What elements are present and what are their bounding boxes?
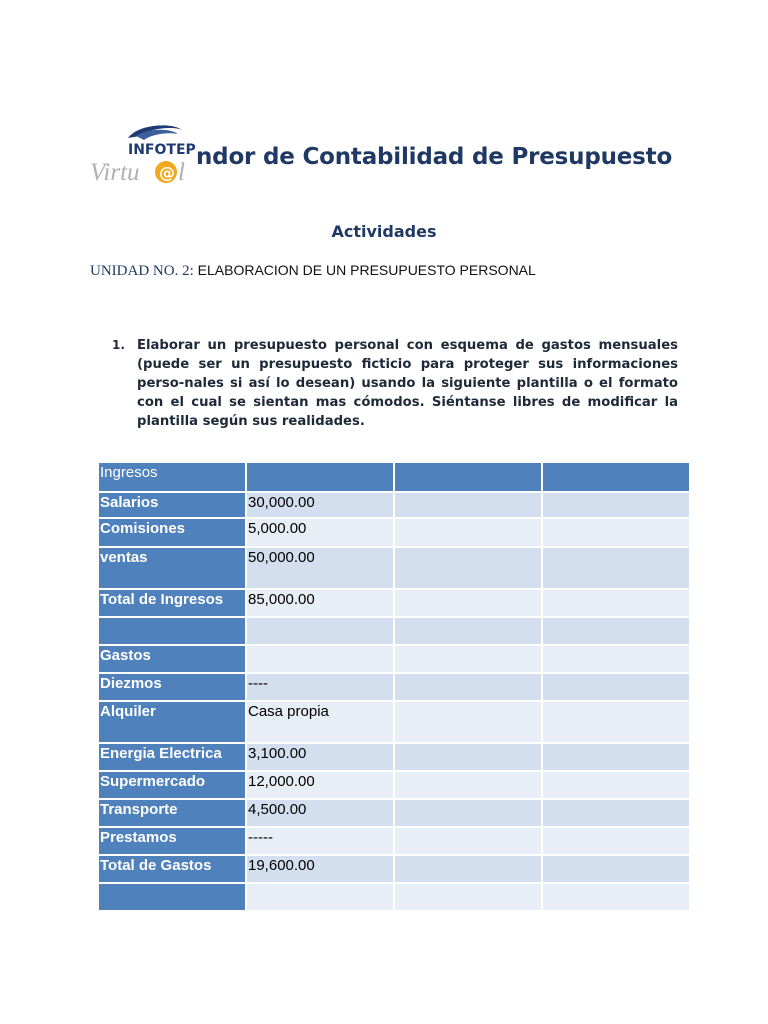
- empty-cell: [395, 493, 541, 517]
- row-value: -----: [247, 828, 393, 854]
- row-value: Casa propia: [247, 702, 393, 742]
- row-value: 4,500.00: [247, 800, 393, 826]
- logo-tail: l: [178, 159, 185, 186]
- table-row: [99, 548, 689, 588]
- empty-cell: [395, 744, 541, 770]
- table-row: [99, 772, 689, 798]
- table-row: [99, 856, 689, 882]
- row-label: Energia Electrica: [99, 744, 245, 770]
- row-value: 12,000.00: [247, 772, 393, 798]
- row-value: 19,600.00: [247, 856, 393, 882]
- row-label: Supermercado: [99, 772, 245, 798]
- empty-cell: [395, 828, 541, 854]
- row-value: 30,000.00: [247, 493, 393, 517]
- empty-cell: [543, 519, 689, 546]
- row-value: [247, 646, 393, 672]
- row-value: ----: [247, 674, 393, 700]
- row-label: Total de Ingresos: [99, 590, 245, 616]
- unit-label: UNIDAD NO. 2:: [90, 263, 194, 279]
- empty-cell: [395, 646, 541, 672]
- empty-cell: [395, 463, 541, 491]
- row-label: Ingresos: [99, 463, 245, 491]
- empty-cell: [543, 590, 689, 616]
- empty-cell: [543, 493, 689, 517]
- infotep-virtual-logo: [90, 122, 200, 190]
- row-label: [99, 618, 245, 644]
- table-row: [99, 618, 689, 644]
- section-heading: Actividades: [331, 222, 437, 241]
- empty-cell: [543, 856, 689, 882]
- empty-cell: [543, 884, 689, 910]
- empty-cell: [395, 674, 541, 700]
- table-row: [99, 884, 689, 910]
- table-row: [99, 646, 689, 672]
- empty-cell: [395, 519, 541, 546]
- table-row: [99, 800, 689, 826]
- instruction-item: [112, 336, 678, 431]
- empty-cell: [395, 856, 541, 882]
- table-row: [99, 674, 689, 700]
- empty-cell: [395, 702, 541, 742]
- table-row: [99, 519, 689, 546]
- row-label: Gastos: [99, 646, 245, 672]
- table-row: [99, 744, 689, 770]
- row-value: [247, 884, 393, 910]
- logo-at: @: [159, 163, 175, 182]
- row-label: ventas: [99, 548, 245, 588]
- empty-cell: [395, 548, 541, 588]
- row-label: Transporte: [99, 800, 245, 826]
- table-row: [99, 702, 689, 742]
- row-value: [247, 463, 393, 491]
- document-title: ndor de Contabilidad de Presupuesto: [196, 144, 673, 170]
- table-row: [99, 590, 689, 616]
- empty-cell: [395, 618, 541, 644]
- empty-cell: [395, 884, 541, 910]
- row-value: 85,000.00: [247, 590, 393, 616]
- unit-line: [90, 262, 536, 280]
- row-label: [99, 884, 245, 910]
- row-value: 50,000.00: [247, 548, 393, 588]
- row-value: [247, 618, 393, 644]
- row-label: Alquiler: [99, 702, 245, 742]
- table-row: [99, 493, 689, 517]
- instruction-number: 1.: [112, 338, 125, 352]
- row-label: Salarios: [99, 493, 245, 517]
- empty-cell: [543, 674, 689, 700]
- table-row: [99, 828, 689, 854]
- empty-cell: [543, 800, 689, 826]
- empty-cell: [395, 800, 541, 826]
- empty-cell: [543, 646, 689, 672]
- table-row: [99, 463, 689, 491]
- row-label: Prestamos: [99, 828, 245, 854]
- unit-title: ELABORACION DE UN PRESUPUESTO PERSONAL: [197, 262, 536, 278]
- row-label: Total de Gastos: [99, 856, 245, 882]
- row-label: Comisiones: [99, 519, 245, 546]
- empty-cell: [543, 618, 689, 644]
- empty-cell: [543, 702, 689, 742]
- budget-table: [97, 461, 691, 912]
- empty-cell: [543, 744, 689, 770]
- logo-wordmark: INFOTEP: [128, 142, 196, 158]
- empty-cell: [543, 463, 689, 491]
- empty-cell: [395, 590, 541, 616]
- row-value: 3,100.00: [247, 744, 393, 770]
- empty-cell: [543, 772, 689, 798]
- row-label: Diezmos: [99, 674, 245, 700]
- empty-cell: [395, 772, 541, 798]
- empty-cell: [543, 828, 689, 854]
- instruction-text: Elaborar un presupuesto personal con esquema de gastos mensuales (puede ser un presupuesto ficticio para proteger sus informaciones perso-nales si así lo desean) usando la siguiente plantilla o el formato con el cual se sientan mas cómodos. Siéntanse libres de modificar la plantilla según sus realidades.: [137, 338, 678, 429]
- logo-script: Virtu: [90, 159, 140, 186]
- row-value: 5,000.00: [247, 519, 393, 546]
- empty-cell: [543, 548, 689, 588]
